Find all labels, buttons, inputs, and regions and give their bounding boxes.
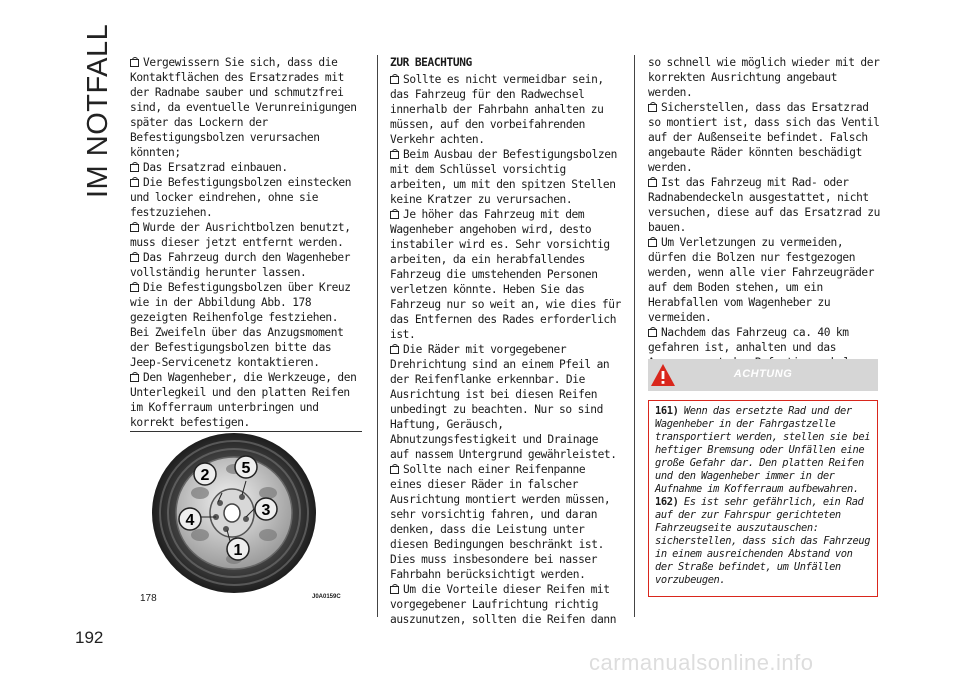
- bullet-icon: [130, 179, 139, 187]
- paragraph-text: Um Verletzungen zu vermeiden, dürfen die Bolzen nur festgezogen werden, wenn alle vier Fahrzeugräder auf dem Boden stehen, um ein Herabfallen vom Wagenheber zu vermeiden.: [648, 236, 875, 324]
- warning-item-0: [655, 405, 871, 496]
- paragraph-text: Sollte nach einer Reifenpanne eines dieser Räder in falscher Ausrichtung montiert werden müssen, sehr vorsichtig fahren, und daran denken, dass die Leistung unter diesen Bedingungen beschränkt ist. Dies muss insbesondere bei nasser Fahrbahn berücksichtigt werden.: [390, 463, 611, 581]
- warning-text: Es ist sehr gefährlich, ein Rad auf der zur Fahrspur gerichteten Fahrzeugseite auszutauschen: sicherstellen, dass sich das Fahrzeug in einem ausreichenden Abstand von der Straße befindet, um Unfällen vorzubeugen.: [655, 496, 871, 586]
- column1-paragraph-4: [130, 250, 362, 280]
- column1-paragraph-1: [130, 160, 362, 175]
- paragraph-text: Das Ersatzrad einbauen.: [143, 161, 288, 174]
- paragraph-text: Wurde der Ausrichtbolzen benutzt, muss dieser jetzt entfernt werden.: [130, 221, 351, 249]
- callout-5: [235, 456, 257, 478]
- bullet-icon: [390, 586, 399, 594]
- bullet-icon: [130, 164, 139, 172]
- bullet-icon: [390, 211, 399, 219]
- callout-2: [194, 463, 216, 485]
- column2-paragraph-4: [390, 462, 622, 582]
- page-number: 192: [75, 628, 104, 647]
- column1-paragraph-0: [130, 55, 362, 160]
- paragraph-text: Um die Vorteile dieser Reifen mit vorgegebener Laufrichtung richtig auszunutzen, sollten die Reifen dann: [390, 583, 617, 626]
- figure-caption: 178: [140, 593, 157, 604]
- paragraph-text: Ist das Fahrzeug mit Rad- oder Radnabendeckeln ausgestattet, nicht versuchen, diese auf das Ersatzrad zu bauen.: [648, 176, 880, 234]
- column2-paragraph-2: [390, 207, 622, 342]
- bullet-icon: [648, 104, 657, 112]
- warning-item-1: [655, 496, 871, 587]
- label-4: 4: [185, 512, 195, 529]
- column3-paragraph-2: [648, 175, 880, 235]
- bullet-icon: [130, 254, 139, 262]
- paragraph-text: Die Befestigungsbolzen einstecken und locker eindrehen, ohne sie festzuziehen.: [130, 176, 352, 219]
- column1-paragraph-2: [130, 175, 362, 220]
- paragraph-text: Sollte es nicht vermeidbar sein, das Fahrzeug für den Radwechsel innerhalb der Fahrbahn anhalten zu müssen, auf den vorbeifahrenden Verkehr achten.: [390, 73, 604, 146]
- chapter-title: IM NOTFALL: [82, 23, 114, 198]
- figure-code: J0A0159C: [312, 594, 341, 600]
- bullet-icon: [648, 329, 657, 337]
- paragraph-text: Die Befestigungsbolzen über Kreuz wie in der Abbildung Abb. 178 gezeigten Reihenfolge festziehen. Bei Zweifeln über das Anzugsmoment der Befestigungsbolzen bitte das Jeep-Servicenetz kontaktieren.: [130, 281, 351, 369]
- column2-paragraph-0: [390, 72, 622, 147]
- column2-paragraph-3: [390, 342, 622, 462]
- section-heading: ZUR BEACHTUNG: [390, 56, 472, 69]
- column3-paragraph-3: [648, 235, 880, 325]
- warning-box: [648, 400, 878, 597]
- label-2: 2: [200, 467, 210, 484]
- column1-paragraph-3: [130, 220, 362, 250]
- warning-title: ACHTUNG: [733, 368, 793, 380]
- paragraph-text: Das Fahrzeug durch den Wagenheber vollständig herunter lassen.: [130, 251, 351, 279]
- callout-4: [179, 508, 201, 530]
- paragraph-text: Den Wagenheber, die Werkzeuge, den Unterlegkeil und den platten Reifen im Kofferraum unterbringen und korrekt befestigen.: [130, 371, 357, 429]
- paragraph-text: so schnell wie möglich wieder mit der korrekten Ausrichtung angebaut werden.: [648, 56, 880, 99]
- bullet-icon: [390, 76, 399, 84]
- bullet-icon: [390, 346, 399, 354]
- bullet-icon: [130, 59, 139, 67]
- column-1: [130, 55, 362, 430]
- bullet-icon: [648, 179, 657, 187]
- callout-3: [255, 498, 277, 520]
- column-divider-1: [377, 55, 378, 617]
- column1-paragraph-5: [130, 280, 362, 370]
- watermark: carmanualsonline.info: [589, 650, 814, 675]
- bullet-icon: [130, 284, 139, 292]
- column1-paragraph-6: [130, 370, 362, 430]
- bullet-icon: [648, 239, 657, 247]
- paragraph-text: Beim Ausbau der Befestigungsbolzen mit dem Schlüssel vorsichtig arbeiten, um mit den spitzen Stellen keine Kratzer zu verursachen.: [390, 148, 617, 206]
- column-3: [648, 55, 880, 385]
- warning-header: [648, 359, 878, 391]
- paragraph-text: Die Räder mit vorgegebener Drehrichtung sind an einem Pfeil an der Reifenflanke erkennbar. Die Ausrichtung ist bei diesen Reifen unbedingt zu beachten. Nur so sind Haftung, Geräusch, Abnutzungsfestigkeit und Drainage auf nassem Untergrund gewährleistet.: [390, 343, 617, 461]
- column2-paragraph-5: [390, 582, 622, 627]
- callout-1: [227, 538, 249, 560]
- bullet-icon: [390, 151, 399, 159]
- column-divider-2: [634, 55, 635, 617]
- bullet-icon: [390, 466, 399, 474]
- wheel-figure: [130, 433, 362, 605]
- label-1: 1: [233, 542, 243, 559]
- paragraph-text: Je höher das Fahrzeug mit dem Wagenheber angehoben wird, desto instabiler wird es. Sehr vorsichtig arbeiten, da ein herabfallendes Fahrzeug die umstehenden Personen verletzen könnte. Heben Sie das Fahrzeug nur so weit an, wie dies für das Entfernen des Rades erforderlich ist.: [390, 208, 621, 341]
- bullet-icon: [130, 374, 139, 382]
- label-3: 3: [261, 502, 271, 519]
- column3-paragraph-0: [648, 55, 880, 100]
- figure-rule: [130, 431, 362, 432]
- column2-paragraph-1: [390, 147, 622, 207]
- paragraph-text: Sicherstellen, dass das Ersatzrad so montiert ist, dass sich das Ventil auf der Außenseite befindet. Falsch angebaute Räder könnten beschädigt werden.: [648, 101, 880, 174]
- paragraph-text: Nachdem das Fahrzeug ca. 40 km gefahren ist, anhalten und das: [648, 326, 849, 354]
- side-title-wrap: [82, 23, 122, 198]
- paragraph-text: Vergewissern Sie sich, dass die Kontaktflächen des Ersatzrades mit der Radnabe sauber und schmutzfrei sind, da eventuelle Verunreinigungen später das Lockern der Befestigungsbolzen verursachen könnten;: [130, 56, 357, 159]
- warning-number: 161): [655, 405, 684, 417]
- warning-number: 162): [655, 496, 684, 508]
- label-5: 5: [241, 460, 251, 477]
- column-2-body: [390, 72, 622, 627]
- bullet-icon: [130, 224, 139, 232]
- column-2: [390, 55, 622, 627]
- column3-paragraph-1: [648, 100, 880, 175]
- warning-text: Wenn das ersetzte Rad und der Wagenheber in der Fahrgastzelle transportiert werden, stellen sie bei heftiger Bremsung oder Unfällen eine große Gefahr dar. Den platten Reifen und den Wagenheber immer in der Aufnahme im Kofferraum aufbewahren.: [655, 405, 871, 495]
